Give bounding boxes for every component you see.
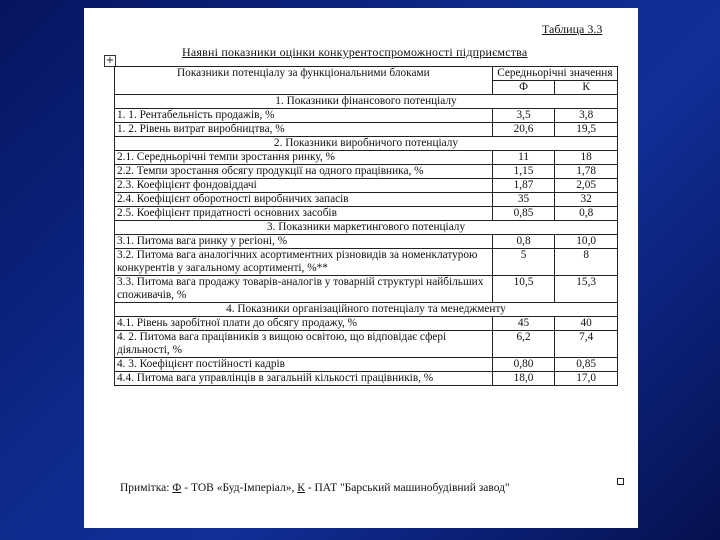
indicator-label: 1. 2. Рівень витрат виробництва, %	[115, 123, 493, 137]
note-k-letter: К	[297, 482, 305, 494]
value-k: 10,0	[555, 235, 618, 249]
table-row	[115, 372, 618, 386]
indicator-label: 3.3. Питома вага продажу товарів-аналогів у товарній структурі найбільших споживачів, %	[115, 276, 493, 303]
indicator-label: 2.2. Темпи зростання обсягу продукції на одного працівника, %	[115, 165, 493, 179]
value-f: 20,6	[492, 123, 555, 137]
value-k: 7,4	[555, 331, 618, 358]
note-f-text: - ТОВ «Буд-Імперіал»,	[184, 482, 295, 494]
table-caption: Таблица 3.3	[542, 22, 603, 36]
table-row	[115, 317, 618, 331]
value-f: 10,5	[492, 276, 555, 303]
indicator-label: 4. 3. Коефіцієнт постійності кадрів	[115, 358, 493, 372]
note-k-text: - ПАТ "Барський машинобудівний завод"	[307, 482, 510, 494]
value-f: 0,80	[492, 358, 555, 372]
table-row	[115, 151, 618, 165]
table-row	[115, 358, 618, 372]
indicator-label: 4.4. Питома вага управлінців в загальній кількості працівників, %	[115, 372, 493, 386]
value-f: 6,2	[492, 331, 555, 358]
header-f: Ф	[492, 81, 555, 95]
table-row	[115, 207, 618, 221]
value-k: 2,05	[555, 179, 618, 193]
value-k: 15,3	[555, 276, 618, 303]
value-f: 35	[492, 193, 555, 207]
value-k: 17,0	[555, 372, 618, 386]
table-row	[115, 109, 618, 123]
value-f: 45	[492, 317, 555, 331]
table-row	[115, 123, 618, 137]
move-handle-icon[interactable]: +	[105, 55, 115, 66]
header-row	[115, 67, 618, 81]
table-note	[120, 480, 620, 497]
value-f: 1,15	[492, 165, 555, 179]
value-f: 18,0	[492, 372, 555, 386]
value-k: 40	[555, 317, 618, 331]
indicator-label: 2.4. Коефіцієнт оборотності виробничих запасів	[115, 193, 493, 207]
table-title: Наявні показники оцінки конкурентоспроможності підприємства	[182, 45, 528, 59]
value-f: 0,85	[492, 207, 555, 221]
indicator-label: 3.1. Питома вага ринку у регіоні, %	[115, 235, 493, 249]
indicator-label: 2.5. Коефіцієнт придатності основних засобів	[115, 207, 493, 221]
header-average: Середньорічні значення	[492, 67, 617, 81]
resize-handle[interactable]	[617, 478, 624, 485]
section-title: 2. Показники виробничого потенціалу	[115, 137, 618, 151]
table-row	[115, 276, 618, 303]
value-k: 32	[555, 193, 618, 207]
section-row	[115, 303, 618, 317]
value-k: 1,78	[555, 165, 618, 179]
value-f: 5	[492, 249, 555, 276]
section-row	[115, 221, 618, 235]
indicator-label: 4. 2. Питома вага працівників з вищою освітою, що відповідає сфері діяльності, %	[115, 331, 493, 358]
value-f: 1,87	[492, 179, 555, 193]
table-row	[115, 179, 618, 193]
table-row	[115, 331, 618, 358]
note-prefix: Примітка:	[120, 482, 170, 494]
slide-page	[84, 8, 638, 528]
section-title: 4. Показники організаційного потенціалу та менеджменту	[115, 303, 618, 317]
value-f: 0,8	[492, 235, 555, 249]
value-k: 3,8	[555, 109, 618, 123]
value-k: 8	[555, 249, 618, 276]
indicator-label: 1. 1. Рентабельність продажів, %	[115, 109, 493, 123]
indicator-label: 3.2. Питома вага аналогічних асортиментних різновидів за номенклатурою конкурентів у загальному асортименті, %**	[115, 249, 493, 276]
indicator-label: 2.3. Коефіцієнт фондовіддачі	[115, 179, 493, 193]
value-k: 0,8	[555, 207, 618, 221]
note-f-letter: Ф	[172, 482, 182, 494]
indicators-table	[114, 66, 618, 386]
value-k: 18	[555, 151, 618, 165]
table-row	[115, 193, 618, 207]
table-row	[115, 235, 618, 249]
section-title: 1. Показники фінансового потенціалу	[115, 95, 618, 109]
table-row	[115, 165, 618, 179]
section-title: 3. Показники маркетингового потенціалу	[115, 221, 618, 235]
header-k: К	[555, 81, 618, 95]
value-k: 19,5	[555, 123, 618, 137]
section-row	[115, 95, 618, 109]
header-indicators: Показники потенціалу за функціональними блоками	[115, 67, 493, 95]
value-k: 0,85	[555, 358, 618, 372]
value-f: 11	[492, 151, 555, 165]
table-row	[115, 249, 618, 276]
indicator-label: 2.1. Середньорічні темпи зростання ринку, %	[115, 151, 493, 165]
value-f: 3,5	[492, 109, 555, 123]
section-row	[115, 137, 618, 151]
indicator-label: 4.1. Рівень заробітної плати до обсягу продажу, %	[115, 317, 493, 331]
